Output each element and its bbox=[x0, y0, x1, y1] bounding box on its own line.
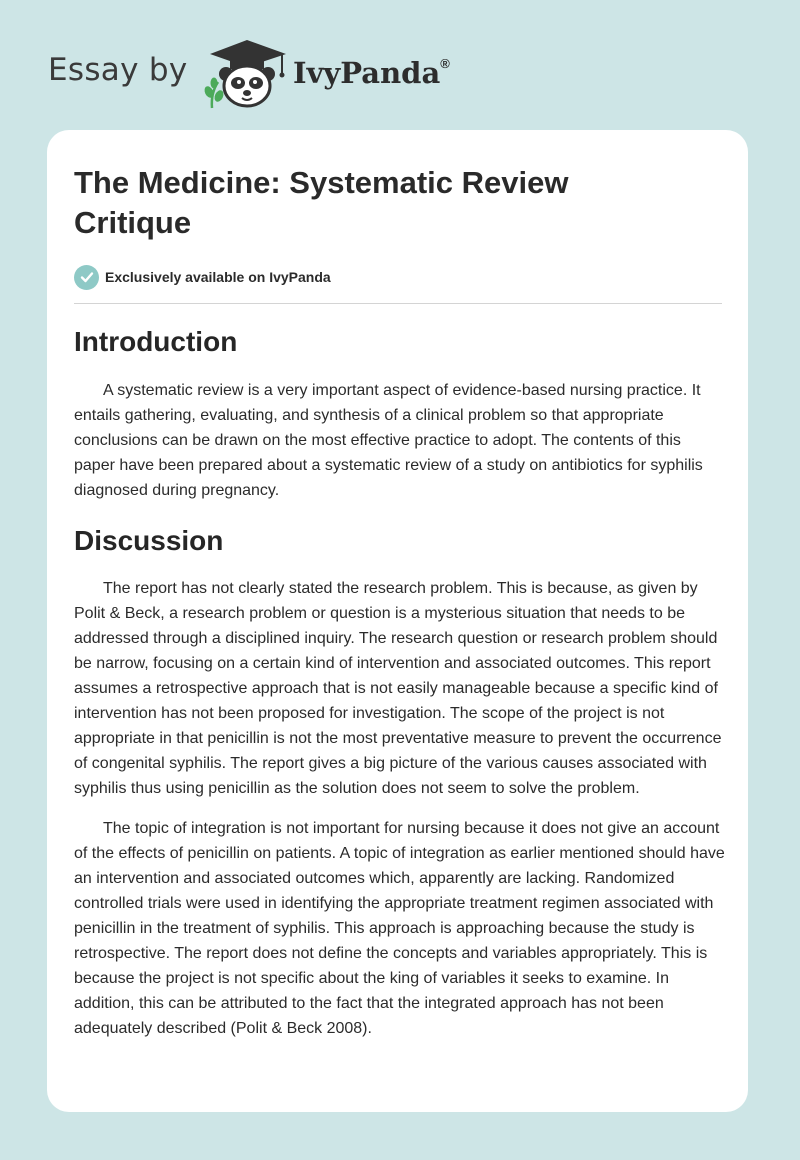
brand-name: IvyPanda bbox=[293, 56, 441, 90]
exclusive-badge bbox=[74, 264, 331, 290]
article-title: The Medicine: Systematic Review Critique bbox=[74, 165, 569, 240]
article-card bbox=[47, 130, 748, 1112]
site-header bbox=[0, 0, 800, 130]
paragraph: The report has not clearly stated the research problem. This is because, as given by Polit & Beck, a research problem or question is a mysterious situation that needs to be addressed through a disciplined inquiry. The research question or research problem should be narrow, focusing on a certain kind of intervention and associated outcomes. This report assumes a retrospective approach that is not easily manageable because a specific kind of intervention has not been proposed for investigation. The scope of the project is not appropriate in that penicillin is not the most preventative measure to prevent the occurrence of congenital syphilis. The report gives a big picture of the various causes associated with syphilis thus using penicillin as the solution does not seem to solve the problem. bbox=[74, 580, 722, 797]
panda-graduate-icon[interactable] bbox=[202, 36, 292, 110]
exclusive-badge-text: Exclusively available on IvyPanda bbox=[105, 269, 331, 285]
article-body bbox=[74, 325, 726, 1041]
paragraph: The topic of integration is not important for nursing because it does not give an account of the effects of penicillin on patients. A topic of integration as earlier mentioned should have an intervention and associated outcomes which, apparently are lacking. Randomized controlled trials were used in identifying the appropriate treatment regimen associated with penicillin in the treatment of syphilis. This approach is approaching because the study is retrospective. The report does not define the concepts and variables appropriately. This is because the project is not specific about the king of variables it seeks to examine. In addition, this can be attributed to the fact that the integrated approach has not been adequately described (Polit & Beck 2008). bbox=[74, 820, 725, 1037]
section-heading-introduction: Introduction bbox=[74, 326, 238, 357]
section-heading-discussion: Discussion bbox=[74, 525, 224, 556]
divider bbox=[74, 303, 722, 304]
registered-mark: ® bbox=[440, 56, 450, 72]
essay-by-label: Essay by bbox=[48, 52, 188, 88]
brand-logo-text[interactable] bbox=[293, 56, 450, 90]
checkmark-icon bbox=[74, 265, 99, 290]
paragraph: A systematic review is a very important aspect of evidence-based nursing practice. It entails gathering, evaluating, and synthesis of a clinical problem so that appropriate conclusions can be drawn on the most effective practice to adopt. The contents of this paper have been prepared about a systematic review of a study on antibiotics for syphilis diagnosed during pregnancy. bbox=[74, 382, 703, 499]
